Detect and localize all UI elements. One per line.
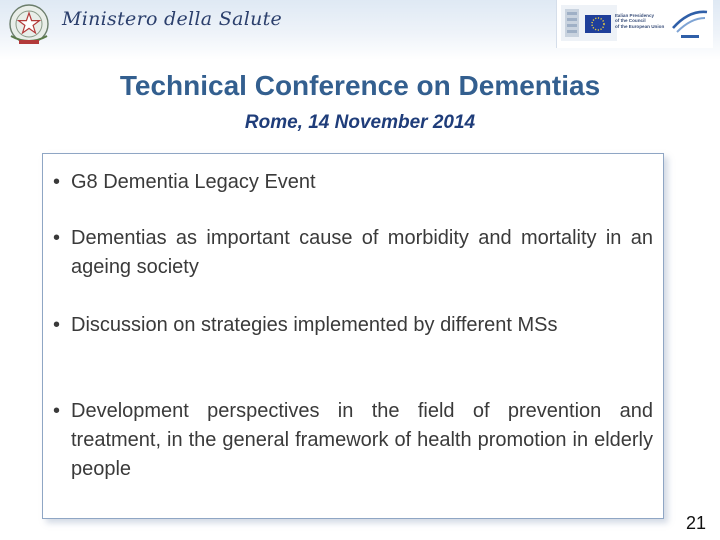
bullet-icon: • <box>53 314 61 336</box>
page-number: 21 <box>685 513 706 533</box>
page-title: Technical Conference on Dementias <box>119 70 601 101</box>
presidency-swoosh-icon <box>667 4 711 44</box>
content-box <box>42 153 664 519</box>
bullet-icon: • <box>53 227 61 249</box>
presidency-caption: Italian Presidency of the Council of the European Union <box>615 13 665 29</box>
eu-building-icon <box>561 5 617 41</box>
presidency-logo <box>556 0 713 48</box>
ministry-name: Ministero della Salute <box>62 8 283 30</box>
bullet-text: Dementias as important cause of morbidity and mortality in an ageing society <box>71 227 653 278</box>
bullet-text: Development perspectives in the field of prevention and treatment, in the general framework of health promotion in elderly people <box>71 400 653 480</box>
bullet-item <box>53 168 653 197</box>
bullet-icon: • <box>53 400 61 422</box>
bullet-item <box>53 224 653 282</box>
italian-republic-emblem-icon <box>2 2 56 46</box>
bullet-text: Discussion on strategies implemented by different MSs <box>71 314 558 336</box>
bullet-text: G8 Dementia Legacy Event <box>71 171 316 193</box>
bullet-item <box>53 311 653 340</box>
bullet-icon: • <box>53 171 61 193</box>
page-subtitle: Rome, 14 November 2014 <box>244 112 476 133</box>
bullet-item <box>53 397 653 484</box>
